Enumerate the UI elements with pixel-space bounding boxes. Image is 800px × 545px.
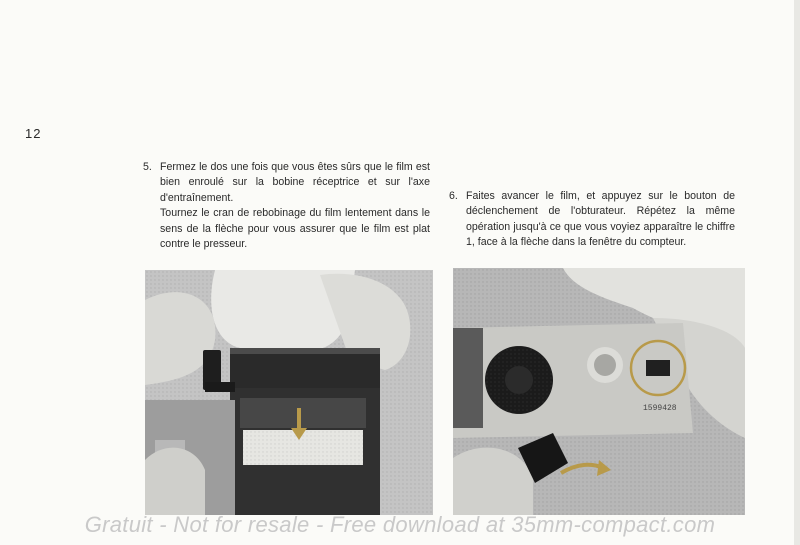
step-paragraph: Faites avancer le film, et appuyez sur le bouton de déclenchement de l'obturateur. Répétez la même opération jusqu'à ce que vous voyiez apparaître le chiffre 1, face à la flèche dans la fenêtre du compteur. — [466, 190, 735, 249]
step-body — [466, 189, 735, 251]
serial-number: 1599428 — [643, 404, 677, 413]
step-body — [160, 160, 430, 252]
frame-counter-window — [646, 360, 670, 376]
photo-frame-counter — [453, 268, 745, 515]
instruction-step-5 — [143, 160, 430, 252]
instruction-step-6 — [449, 189, 735, 251]
page-edge — [794, 0, 800, 545]
photo-closing-camera-back — [145, 270, 433, 515]
step-number: 5. — [143, 161, 152, 173]
camera-back-illustration — [145, 270, 433, 515]
watermark: Gratuit - Not for resale - Free download at 35mm-compact.com — [84, 512, 716, 537]
step-number: 6. — [449, 190, 458, 202]
page-number: 12 — [25, 126, 42, 141]
step-paragraph: Tournez le cran de rebobinage du film lentement dans le sens de la flèche pour vous assurer que le film est plat contre le presseur. — [160, 207, 430, 251]
frame-counter-illustration — [453, 268, 745, 515]
step-paragraph: Fermez le dos une fois que vous êtes sûrs que le film est bien enroulé sur la bobine réceptrice et sur l'axe d'entraînement. — [160, 161, 430, 204]
